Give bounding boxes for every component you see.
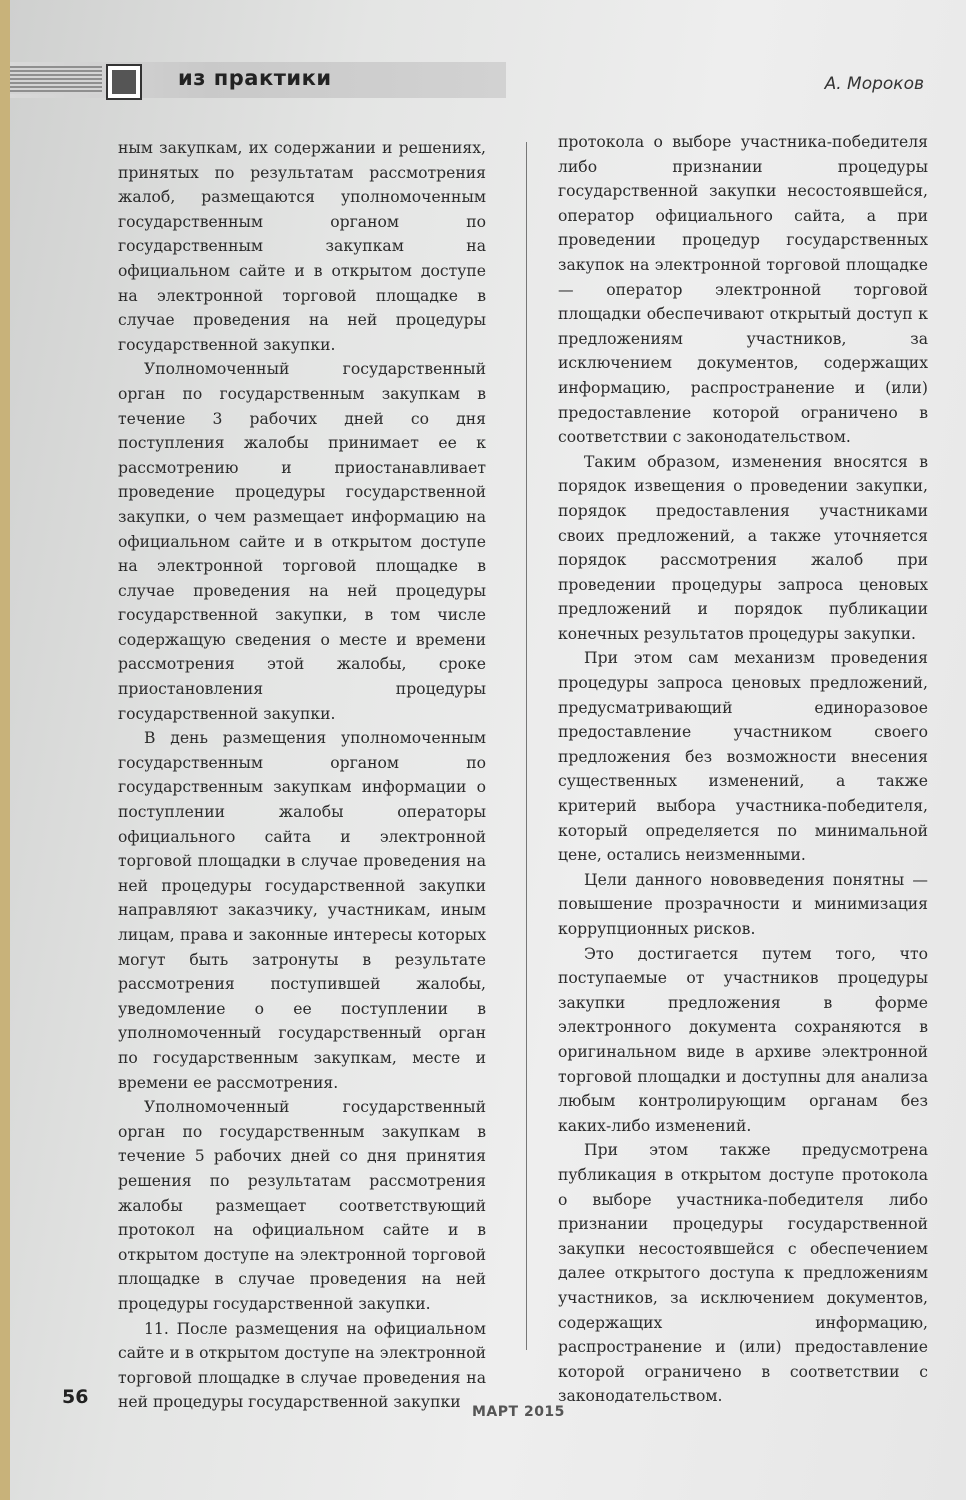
right-paragraph: Цели данного нововведения понятны — повышение прозрачности и минимизация коррупционных рисков. [558,870,928,938]
left-paragraph: ным закупкам, их содержании и решениях, принятых по результатам рассмотрения жалоб, размещаются уполномоченным государственным органом по государственным закупкам на официальном сайте и в открытом доступе на электронной торговой площадке в случае проведения на ней процедуры государственной закупки. [118,139,486,354]
section-title: из практики [178,66,332,90]
left-paragraph: Уполномоченный государственный орган по государственным закупкам в течение 5 рабочих дней со дня принятия решения по результатам рассмотрения жалобы размещает соответствующий протокол на официальном сайте и в открытом доступе на электронной торговой площадке в случае проведения на ней процедуры государственной закупки. [118,1098,486,1313]
author-name: А. Мороков [824,74,924,94]
right-paragraph: Это достигается путем того, что поступаемые от участников процедуры закупки предложения в форме электронного документа сохраняются в оригинальном виде в архиве электронной торговой площадки и доступны для анализа любым контролирующим органам без каких-либо изменений. [558,944,928,1135]
right-paragraph: Таким образом, изменения вносятся в порядок извещения о проведении закупки, порядок предоставления участниками своих предложений, а также уточняется порядок рассмотрения жалоб при проведении процедуры запроса ценовых предложений и порядок публикации конечных результатов процедуры закупки. [558,452,928,643]
right-paragraph: протокола о выборе участника-победителя либо признании процедуры государственной закупки несостоявшейся, оператор официального сайта, а при проведении процедур государственных закупок на электронной торговой площадке — оператор электронной торговой площадки обеспечивают открытый доступ к предложениям участников, за исключением документов, содержащих информацию, распространение и (или) предоставление которой ограничено в соответствии с законодательством. [558,133,928,447]
left-column [118,136,486,1415]
left-paragraph: Уполномоченный государственный орган по государственным закупкам в течение 3 рабочих дней со дня поступления жалобы принимает ее к рассмотрению и приостанавливает проведение процедуры государственной закупки, о чем размещает информацию на официальном сайте и в открытом доступе на электронной торговой площадке в случае проведения на ней процедуры государственной закупки, в том числе содержащую сведения о месте и времени рассмотрения этой жалобы, сроке приостановления процедуры государственной закупки. [118,360,486,723]
right-paragraph: При этом сам механизм проведения процедуры запроса ценовых предложений, предусматривающий единоразовое предоставление участником своего предложения без возможности внесения существенных изменений, а также критерий выбора участника-победителя, который определяется по минимальной цене, остались неизменными. [558,649,928,865]
header-stripes [10,66,102,94]
issue-date: МАРТ 2015 [472,1404,565,1420]
right-column [558,130,928,1409]
section-square-icon [106,64,142,100]
left-paragraph: 11. После размещения на официальном сайте и в открытом доступе на электронной торговой площадке в случае проведения на ней процедуры государственной закупки [118,1319,486,1412]
section-square-inner [112,70,136,94]
column-divider [526,142,527,1350]
page-number: 56 [62,1386,89,1408]
right-paragraph: При этом также предусмотрена публикация в открытом доступе протокола о выборе участника-победителя либо признании процедуры государственной закупки несостоявшейся с обеспечением далее открытого доступа к предложениям участников, за исключением документов, содержащих информацию, распространение и (или) предоставление которой ограничено в соответствии с законодательством. [558,1141,928,1406]
magazine-page [10,0,966,1500]
left-paragraph: В день размещения уполномоченным государственным органом по государственным закупкам информации о поступлении жалобы операторы официального сайта и электронной торговой площадки в случае проведения на ней процедуры государственной закупки направляют заказчику, участникам, иным лицам, права и законные интересы которых могут быть затронуты в результате рассмотрения поступившей жалобы, уведомление о ее поступлении в уполномоченный государственный орган по государственным закупкам, месте и времени ее рассмотрения. [118,729,486,1092]
